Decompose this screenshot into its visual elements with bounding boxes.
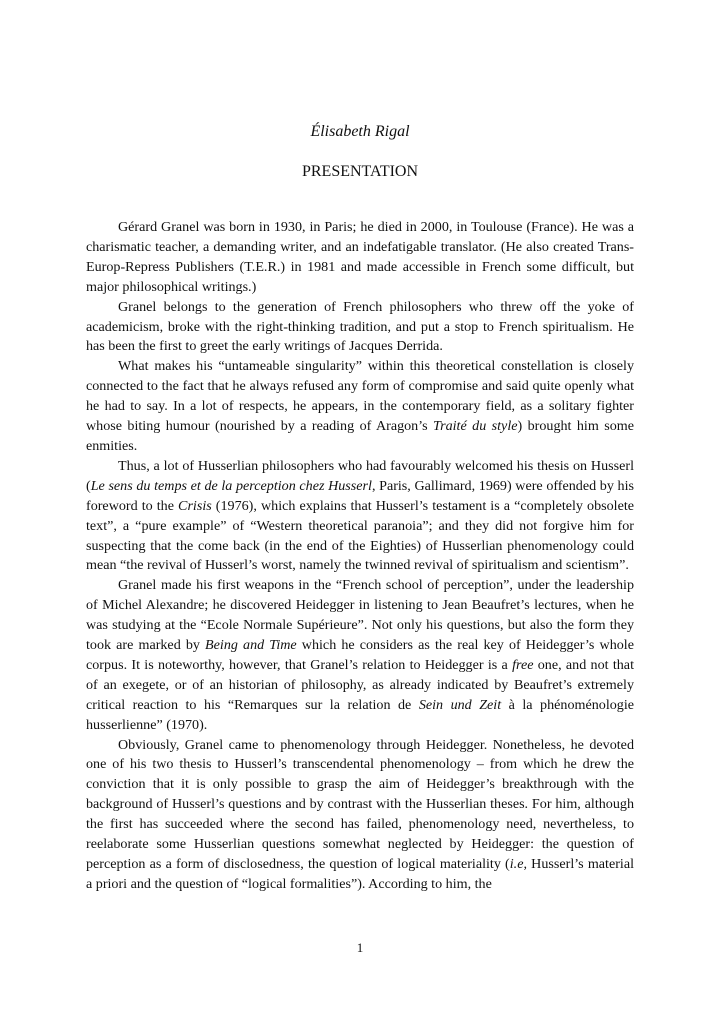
text-run: one, and not that of an exegete, or of an historian of philosophy, as already indicated by Beaufret’s extremely critical reaction to his “Remarques sur la relation de [86, 656, 634, 713]
text-run: Thus, a lot of Husserlian philosophers who had favourably welcomed his thesis on Husserl ( [86, 457, 634, 494]
text-run: , Husserl’s material a priori and the question of “logical formalities”). According to him, the [86, 856, 634, 892]
text-run: What makes his “untameable singularity” within this theoretical constellation is closely connected to the fact that he always refused any form of compromise and said quite openly what he had to say. In a lot of respects, he appears, in the contemporary field, as a solitary fighter whose biting humour (nourished by a reading of Aragon’s [86, 358, 634, 435]
text-run: Granel made his first weapons in the “French school of perception”, under the leadership of Michel Alexandre; he discovered Heidegger in listening to Jean Beaufret’s lectures, when he was studying at the “Ecole Normale Supérieure”. Not only his questions, but also the form they took are marked by [86, 577, 634, 654]
paragraph [86, 357, 634, 457]
text-run: ) brought him some enmities. [86, 418, 634, 454]
italic-text: Crisis [178, 497, 212, 514]
italic-text: Sein und Zeit [418, 696, 502, 713]
document-title: PRESENTATION [301, 163, 419, 180]
text-run: Obviously, Granel came to phenomenology through Heidegger. Nonetheless, he devoted one of his two thesis to Husserl’s transcendental phenomenology – from which he drew the conviction that it is only possible to grasp the aim of Heidegger’s breakthrough with the background of Husserl’s questions and by contrast with the Husserlian theses. For him, although the first has succeeded where the second has failed, phenomenology need, nevertheless, to reelaborate some Husserlian questions somewhat neglected by Heidegger: the question of perception as a form of disclosedness, the question of logical materiality ( [86, 736, 634, 872]
text-run: à la phénoménologie husserlienne” (1970). [86, 696, 634, 733]
paragraph [86, 298, 634, 358]
text-run: Granel belongs to the generation of French philosophers who threw off the yoke of academicism, broke with the right-thinking tradition, and put a stop to French spiritualism. He has been the first to greet the early writings of Jacques Derrida. [86, 298, 634, 355]
author-name: Élisabeth Rigal [310, 123, 410, 140]
paragraph [86, 576, 634, 735]
page-number: 1 [356, 940, 364, 955]
italic-text: Traité du style [433, 418, 518, 435]
paragraph [86, 218, 634, 298]
text-run: , Paris, Gallimard, 1969) were offended by his foreword to the [86, 477, 634, 514]
italic-text: free [512, 656, 534, 673]
text-run: which he considers as the real key of Heidegger’s whole corpus. It is noteworthy, however, that Granel’s relation to Heidegger is a [86, 637, 634, 673]
text-run: (1976), which explains that Husserl’s testament is a “completely obsolete text”, a “pure example” of “Western theoretical paranoia”; and they did not forgive him for suspecting that the come back (in the end of the Eighties) of Husserlian phenomenology could mean “the revival of Husserl’s worst, namely the twinned revival of spiritualism and scientism”. [86, 497, 635, 574]
italic-text: Le sens du temps et de la perception chez Husserl [90, 477, 372, 494]
italic-text: i.e [509, 856, 524, 872]
italic-text: Being and Time [205, 637, 297, 654]
paragraph [86, 457, 634, 576]
paragraph [86, 736, 634, 895]
text-run: Gérard Granel was born in 1930, in Paris; he died in 2000, in Toulouse (France). He was a charismatic teacher, a demanding writer, and an indefatigable translator. (He also created Trans-Europ-Repress Publishers (T.E.R.) in 1981 and made accessible in French some difficult, but major philosophical writings.) [86, 219, 634, 295]
body-text [86, 218, 634, 895]
